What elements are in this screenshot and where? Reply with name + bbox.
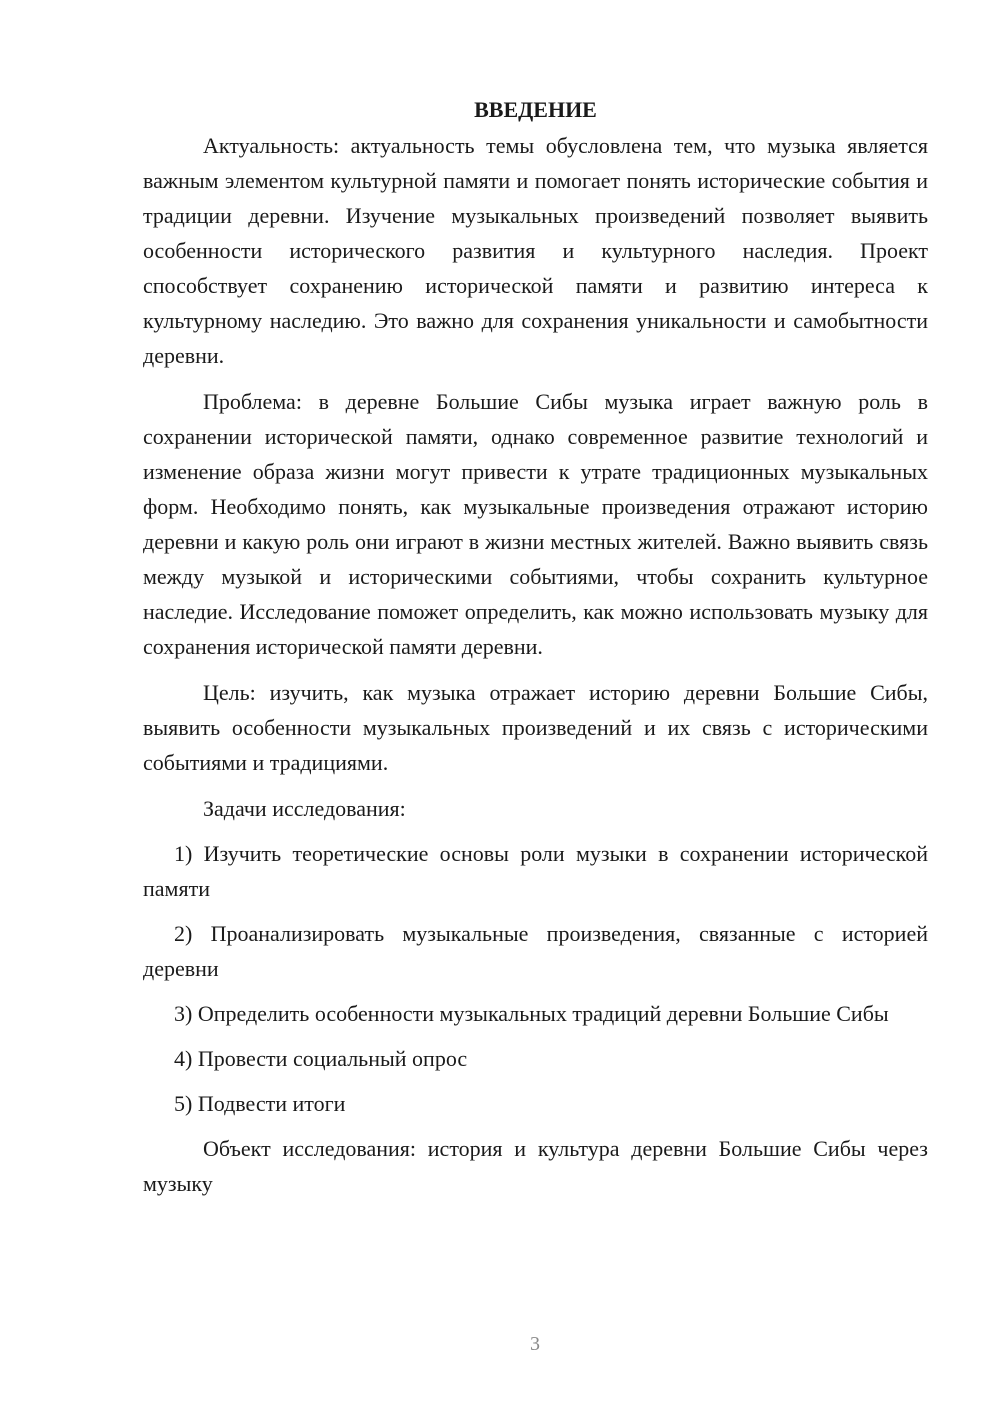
paragraph-relevance: Актуальность: актуальность темы обусловлена тем, что музыка является важным элементом культурной памяти и помогает понять исторические события и традиции деревни. Изучение музыкальных произведений позволяет выявить особенности исторического развития и культурного наследия. Проект способствует сохранению исторической памяти и развитию интереса к культурному наследию. Это важно для сохранения уникальности и самобытности деревни. xyxy=(143,133,928,368)
task-item: 4) Провести социальный опрос xyxy=(174,1046,468,1071)
task-item: 2) Проанализировать музыкальные произведения, связанные с историей деревни xyxy=(143,921,928,981)
document-page xyxy=(143,92,928,1212)
paragraph-problem: Проблема: в деревне Большие Сибы музыка играет важную роль в сохранении исторической памяти, однако современное развитие технологий и изменение образа жизни могут привести к утрате традиционных музыкальных форм. Необходимо понять, как музыкальные произведения отражают историю деревни и какую роль они играют в жизни местных жителей. Важно выявить связь между музыкой и историческими событиями, чтобы сохранить культурное наследие. Исследование поможет определить, как можно использовать музыку для сохранения исторической памяти деревни. xyxy=(143,389,928,659)
section-heading: ВВЕДЕНИЕ xyxy=(474,97,597,122)
task-item: 5) Подвести итоги xyxy=(174,1091,346,1116)
paragraph-object: Объект исследования: история и культура деревни Большие Сибы через музыку xyxy=(143,1136,928,1196)
tasks-heading: Задачи исследования: xyxy=(203,796,406,821)
task-item: 3) Определить особенности музыкальных традиций деревни Большие Сибы xyxy=(174,1001,889,1026)
task-item: 1) Изучить теоретические основы роли музыки в сохранении исторической памяти xyxy=(143,841,928,901)
paragraph-goal: Цель: изучить, как музыка отражает историю деревни Большие Сибы, выявить особенности музыкальных произведений и их связь с историческими событиями и традициями. xyxy=(143,680,928,775)
page-number: 3 xyxy=(530,1333,540,1355)
